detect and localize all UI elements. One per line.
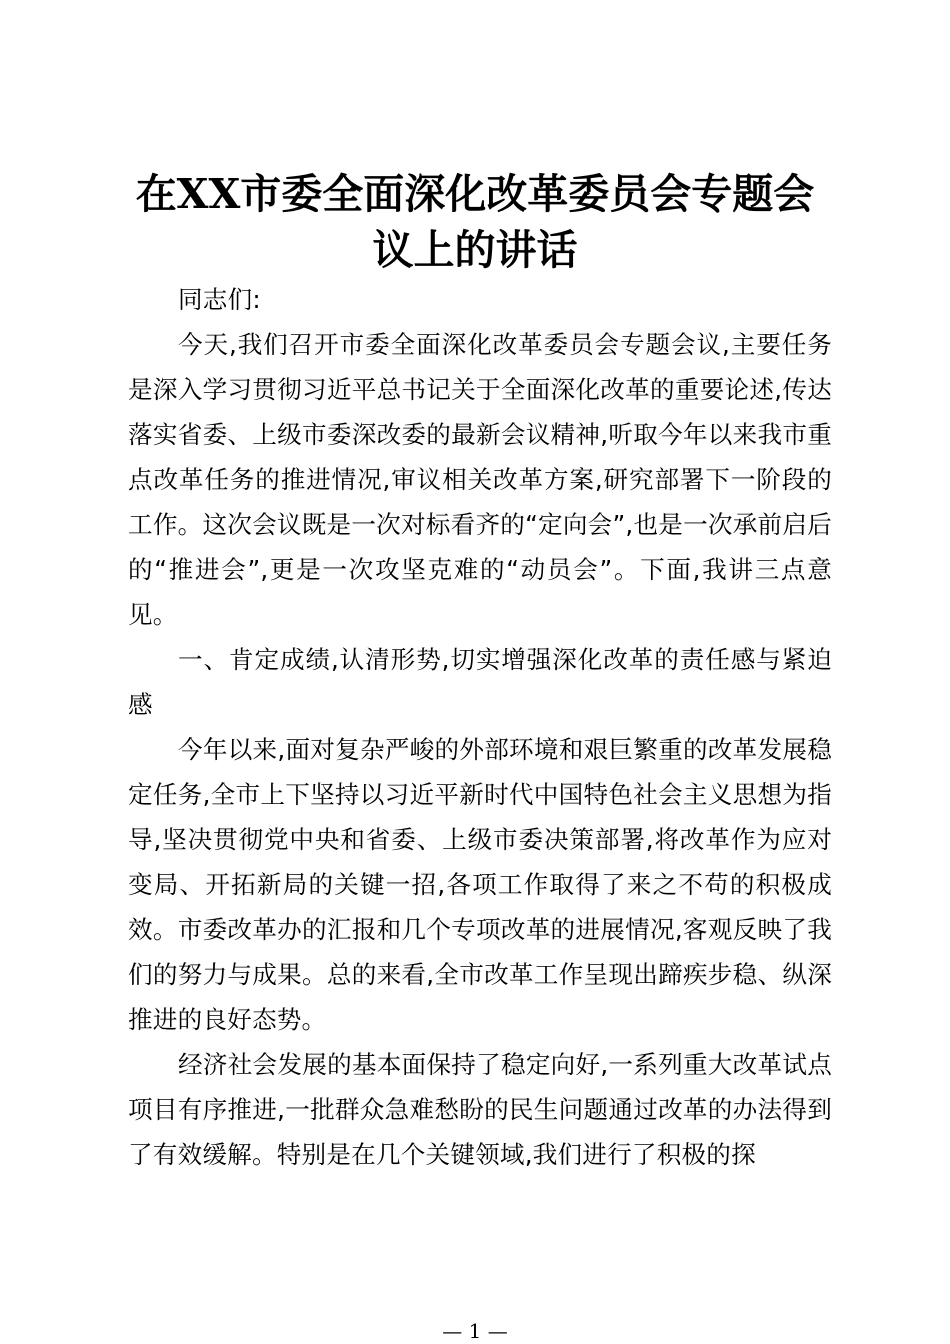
title-line-2: 议上的讲话 [372,226,578,274]
section-heading-1: 一、肯定成绩,认清形势,切实增强深化改革的责任感与紧迫感 [128,645,832,719]
title-line-1: 在XX市委全面深化改革委员会专题会 [135,170,815,218]
page-number: — 1 — [442,1319,508,1343]
salutation: 同志们: [178,285,261,314]
document-body [128,277,832,1177]
paragraph-economy: 经济社会发展的基本面保持了稳定向好,一系列重大改革试点项目有序推进,一批群众急难愁盼的民生问题通过改革的办法得到了有效缓解。特别是在几个关键领域,我们进行了积极的探 [128,1050,832,1169]
paragraph-achievements: 今年以来,面对复杂严峻的外部环境和艰巨繁重的改革发展稳定任务,全市上下坚持以习近平新时代中国特色社会主义思想为指导,坚决贯彻党中央和省委、上级市委决策部署,将改革作为应对变局、开拓新局的关键一招,各项工作取得了来之不苟的积极成效。市委改革办的汇报和几个专项改革的进展情况,客观反映了我们的努力与成果。总的来看,全市改革工作呈现出蹄疾步稳、纵深推进的良好态势。 [128,735,832,1034]
paragraph-intro: 今天,我们召开市委全面深化改革委员会专题会议,主要任务是深入学习贯彻习近平总书记关于全面深化改革的重要论述,传达落实省委、上级市委深改委的最新会议精神,听取今年以来我市重点改革任务的推进情况,审议相关改革方案,研究部署下一阶段的工作。这次会议既是一次对标看齐的“定向会”,也是一次承前启后的“推进会”,更是一次攻坚克难的“动员会”。下面,我讲三点意见。 [128,330,832,629]
document-title [120,166,830,278]
